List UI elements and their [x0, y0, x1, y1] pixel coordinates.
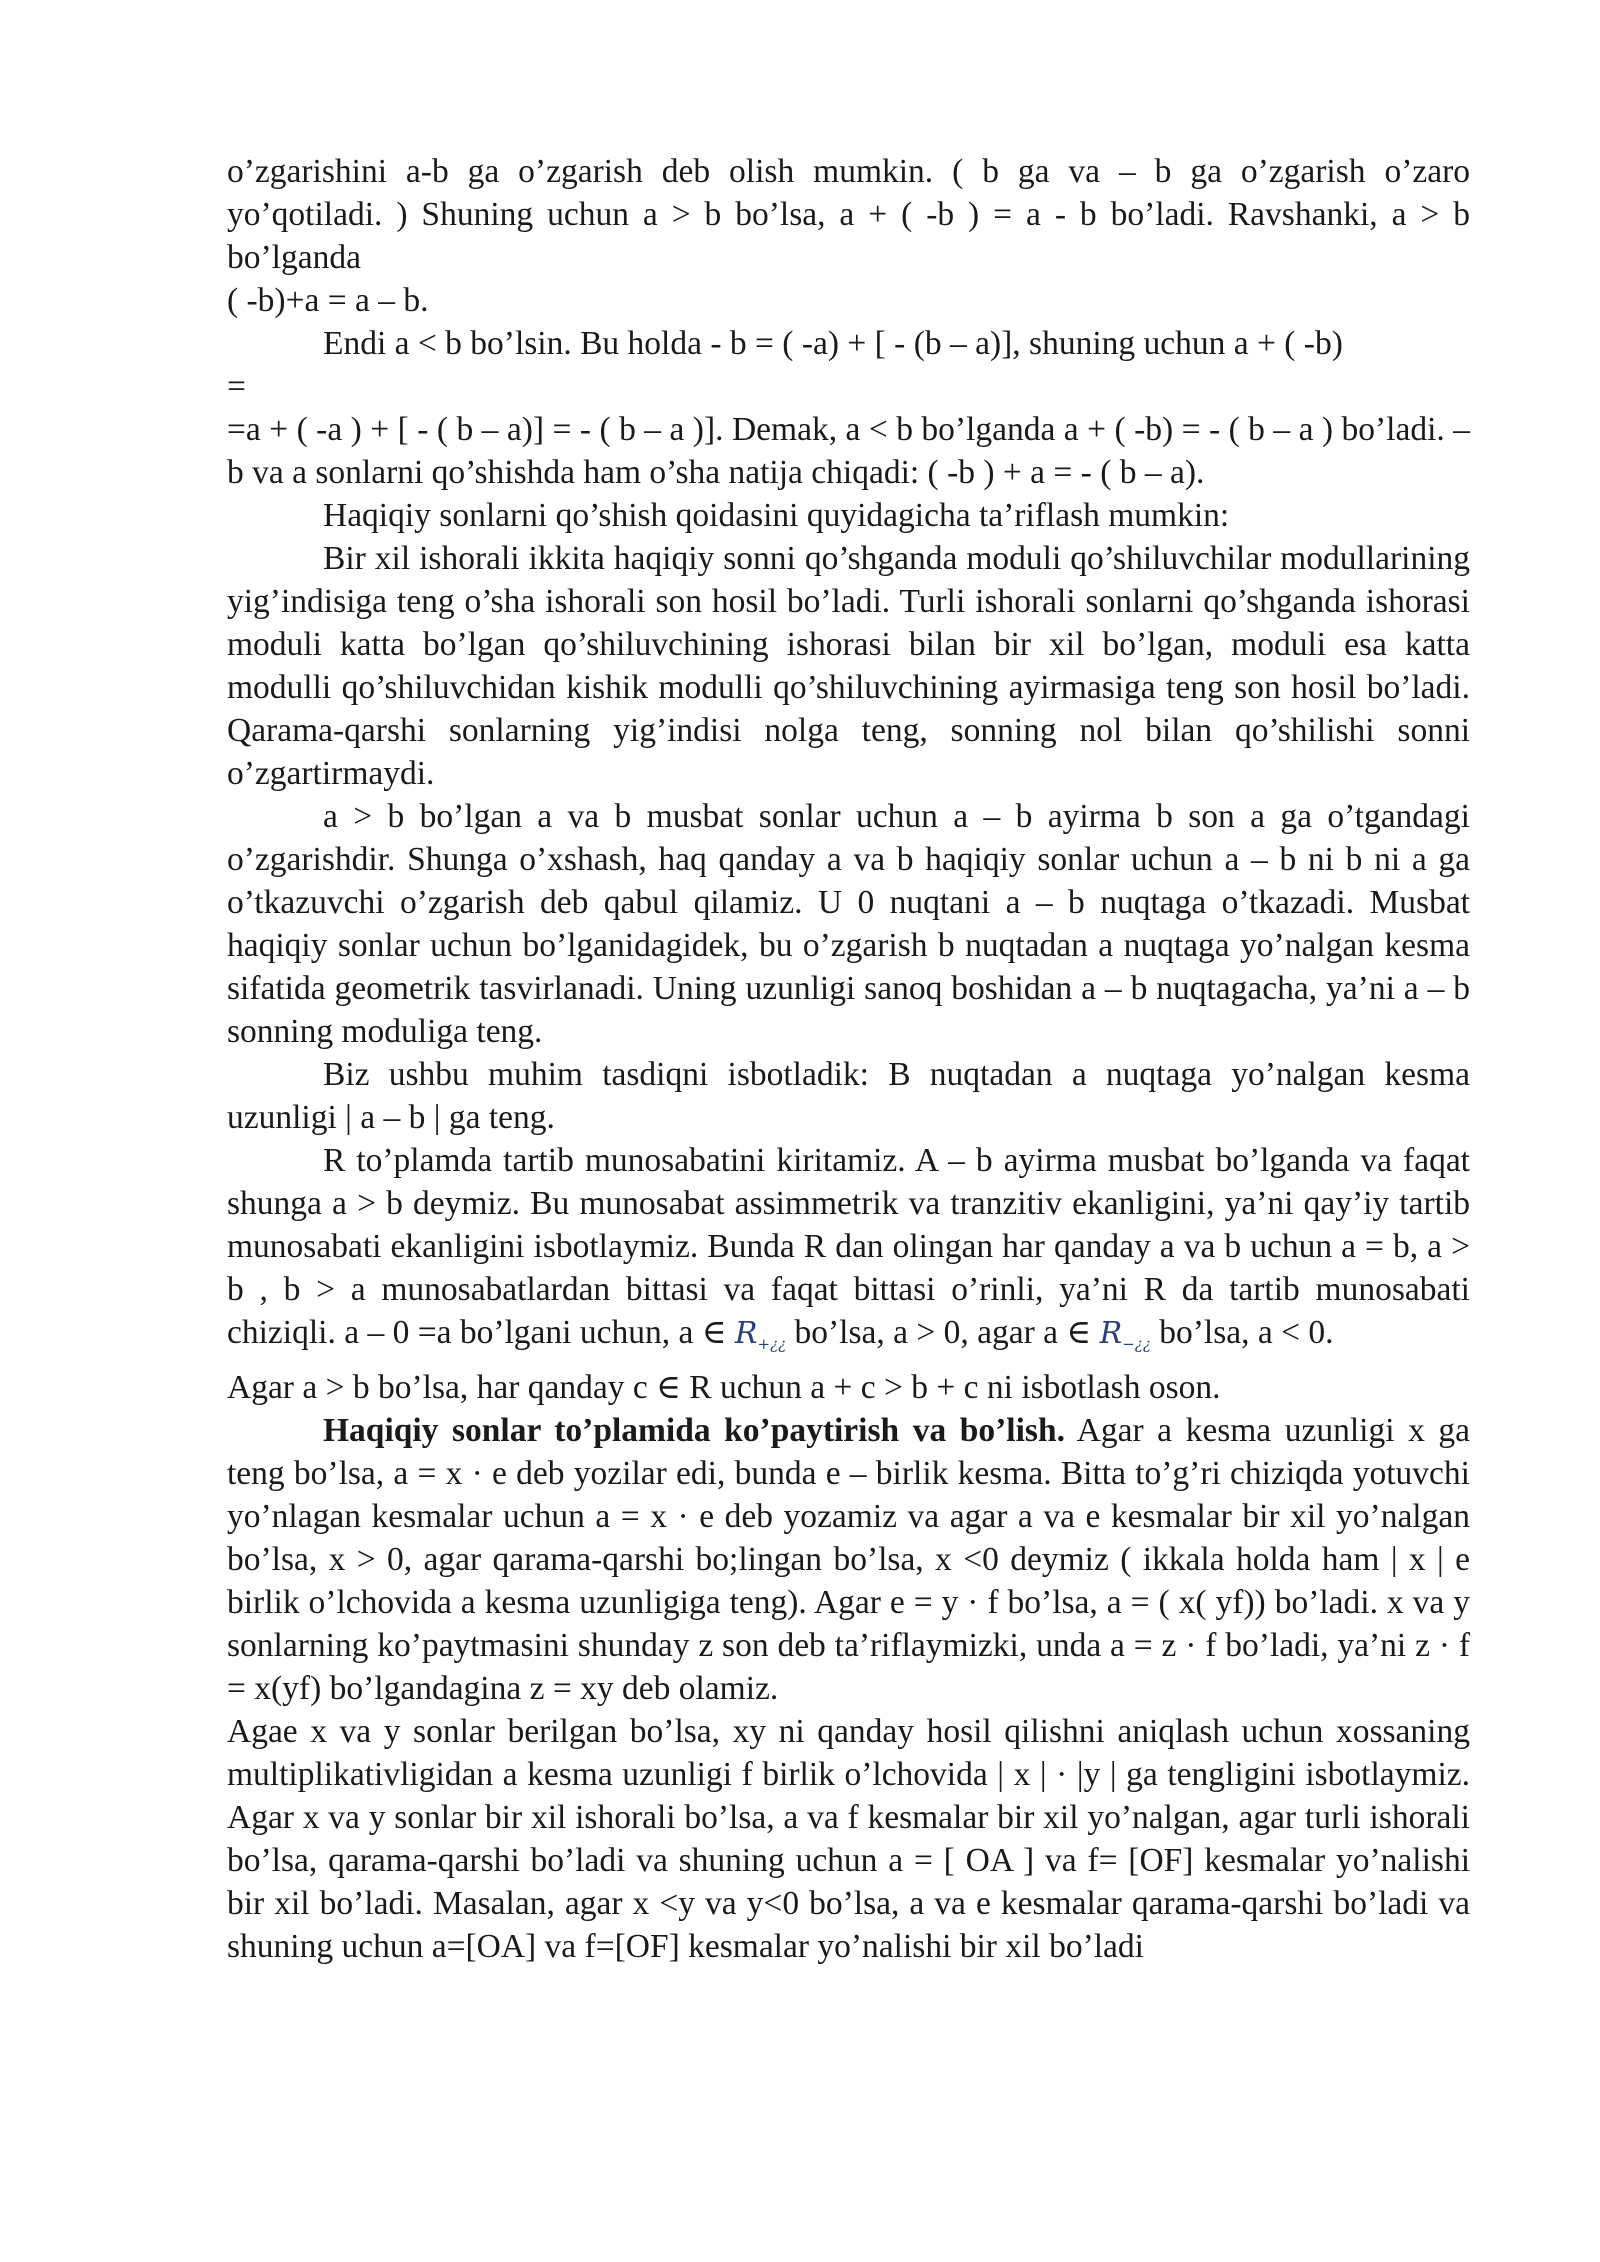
- r-minus-subscript: −¿¿: [1122, 1335, 1151, 1353]
- paragraph-1: o’zgarishini a-b ga o’zgarish deb olish mumkin. ( b ga va – b ga o’zgarish o’zaro yo’qotiladi. ) Shuning uchun a > b bo’lsa, a + ( -b ) = a - b bo’ladi. Ravshanki, a > b bo’lganda: [227, 153, 1470, 276]
- order-text-c: bo’lsa, a < 0.: [1150, 1314, 1334, 1351]
- section-heading: Haqiqiy sonlar to’plamida ko’paytirish va bo’lish.: [323, 1412, 1065, 1449]
- paragraph-multiplication: [227, 1409, 1470, 1710]
- paragraph-product: Agae x va y sonlar berilgan bo’lsa, xy ni qanday hosil qilishni aniqlash uchun xossaning multiplikativligidan a kesma uzunligi f birlik o’lchovida | x | · |y | ga tengligini isbotlaymiz. Agar x va y sonlar bir xil ishorali bo’lsa, a va f kesmalar bir xil yo’nalgan, agar turli ishorali bo’lsa, qarama-qarshi bo’ladi va shuning uchun a = [ OA ] va f= [OF] kesmalar yo’nalishi bir xil bo’ladi. Masalan, agar x <y va y<0 bo’lsa, a va e kesmalar qarama-qarshi bo’ladi va shuning uchun a=[OA] va f=[OF] kesmalar yo’nalishi bir xil bo’ladi: [227, 1713, 1470, 1965]
- paragraph-order-relation: [227, 1139, 1470, 1366]
- document-page: [227, 150, 1470, 1968]
- r-minus-symbol: R: [1099, 1316, 1123, 1351]
- paragraph-3: =a + ( -a ) + [ - ( b – a)] = - ( b – a )]. Demak, a < b bo’lganda a + ( -b) = - ( b – a ) bo’ladi. – b va a sonlarni qo’shishda ham o’sha natija chiqadi: ( -b ) + a = - ( b – a).: [227, 411, 1470, 491]
- order-text-b: bo’lsa, a > 0, agar a ∈: [794, 1314, 1100, 1351]
- paragraph-rule: Bir xil ishorali ikkita haqiqiy sonni qo’shganda moduli qo’shiluvchilar modullarining yig’indisiga teng o’sha ishorali son hosil bo’ladi. Turli ishorali sonlarni qo’shganda ishorasi moduli katta bo’lgan qo’shiluvchining ishorasi bilan bir xil bo’lgan, moduli esa katta modulli qo’shiluvchidan kishik modulli qo’shiluvchining ayirmasiga teng son hosil bo’ladi. Qarama-qarshi sonlarning yig’indisi nolga teng, sonning nol bilan qo’shilishi sonni o’zgartirmaydi.: [227, 540, 1470, 792]
- paragraph-difference: a > b bo’lgan a va b musbat sonlar uchun a – b ayirma b son a ga o’tgandagi o’zgarishdir. Shunga o’xshash, haq qanday a va b haqiqiy sonlar uchun a – b ni b ni a ga o’tkazuvchi o’zgarish deb qabul qilamiz. U 0 nuqtani a – b nuqtaga o’tkazadi. Musbat haqiqiy sonlar uchun bo’lganidagidek, bu o’zgarish b nuqtadan a nuqtaga yo’nalgan kesma sifatida geometrik tasvirlanadi. Uning uzunligi sanoq boshidan a – b nuqtagacha, ya’ni a – b sonning moduliga teng.: [227, 798, 1470, 1050]
- paragraph-rule-intro: Haqiqiy sonlarni qo’shish qoidasini quyidagicha ta’riflash mumkin:: [323, 497, 1230, 534]
- paragraph-statement: Biz ushbu muhim tasdiqni isbotladik: B nuqtadan a nuqtaga yo’nalgan kesma uzunligi | a – b | ga teng.: [227, 1056, 1470, 1136]
- paragraph-addition-property: Agar a > b bo’lsa, har qanday c ∈ R uchun a + c > b + c ni isbotlash oson.: [227, 1369, 1221, 1406]
- paragraph-2: Endi a < b bo’lsin. Bu holda - b = ( -a) + [ - (b – a)], shuning uchun a + ( -b): [323, 325, 1343, 362]
- multiplication-text: Agar a kesma uzunligi x ga teng bo’lsa, a = x · e deb yozilar edi, bunda e – birlik kesma. Bitta to’g’ri chiziqda yotuvchi yo’nlagan kesmalar uchun a = x · e deb yozamiz va agar a va e kesmalar bir xil yo’nalgan bo’lsa, x > 0, agar qarama-qarshi bo;lingan bo’lsa, x <0 deymiz ( ikkala holda ham | x | e birlik o’lchovida a kesma uzunligiga teng). Agar e = y · f bo’lsa, a = ( x( yf)) bo’ladi. x va y sonlarning ko’paytmasini shunday z son deb ta’riflaymizki, unda a = z · f bo’ladi, ya’ni z · f = x(yf) bo’lgandagina z = xy deb olamiz.: [227, 1412, 1470, 1707]
- r-plus-subscript: +¿¿: [757, 1335, 787, 1353]
- equals-sign-line: =: [227, 368, 246, 405]
- equation-line: ( -b)+a = a – b.: [227, 282, 429, 319]
- order-text-a: R to’plamda tartib munosabatini kiritamiz. A – b ayirma musbat bo’lganda va faqat shunga a > b deymiz. Bu munosabat assimmetrik va tranzitiv ekanligini, ya’ni qay’iy tartib munosabati ekanligini isbotlaymiz. Bunda R dan olingan har qanday a va b uchun a = b, a > b , b > a munosabatlardan bittasi va faqat bittasi o’rinli, ya’ni R da tartib munosabati chiziqli. a – 0 =a bo’lgani uchun, a ∈: [227, 1142, 1470, 1351]
- r-plus-symbol: R: [734, 1316, 758, 1351]
